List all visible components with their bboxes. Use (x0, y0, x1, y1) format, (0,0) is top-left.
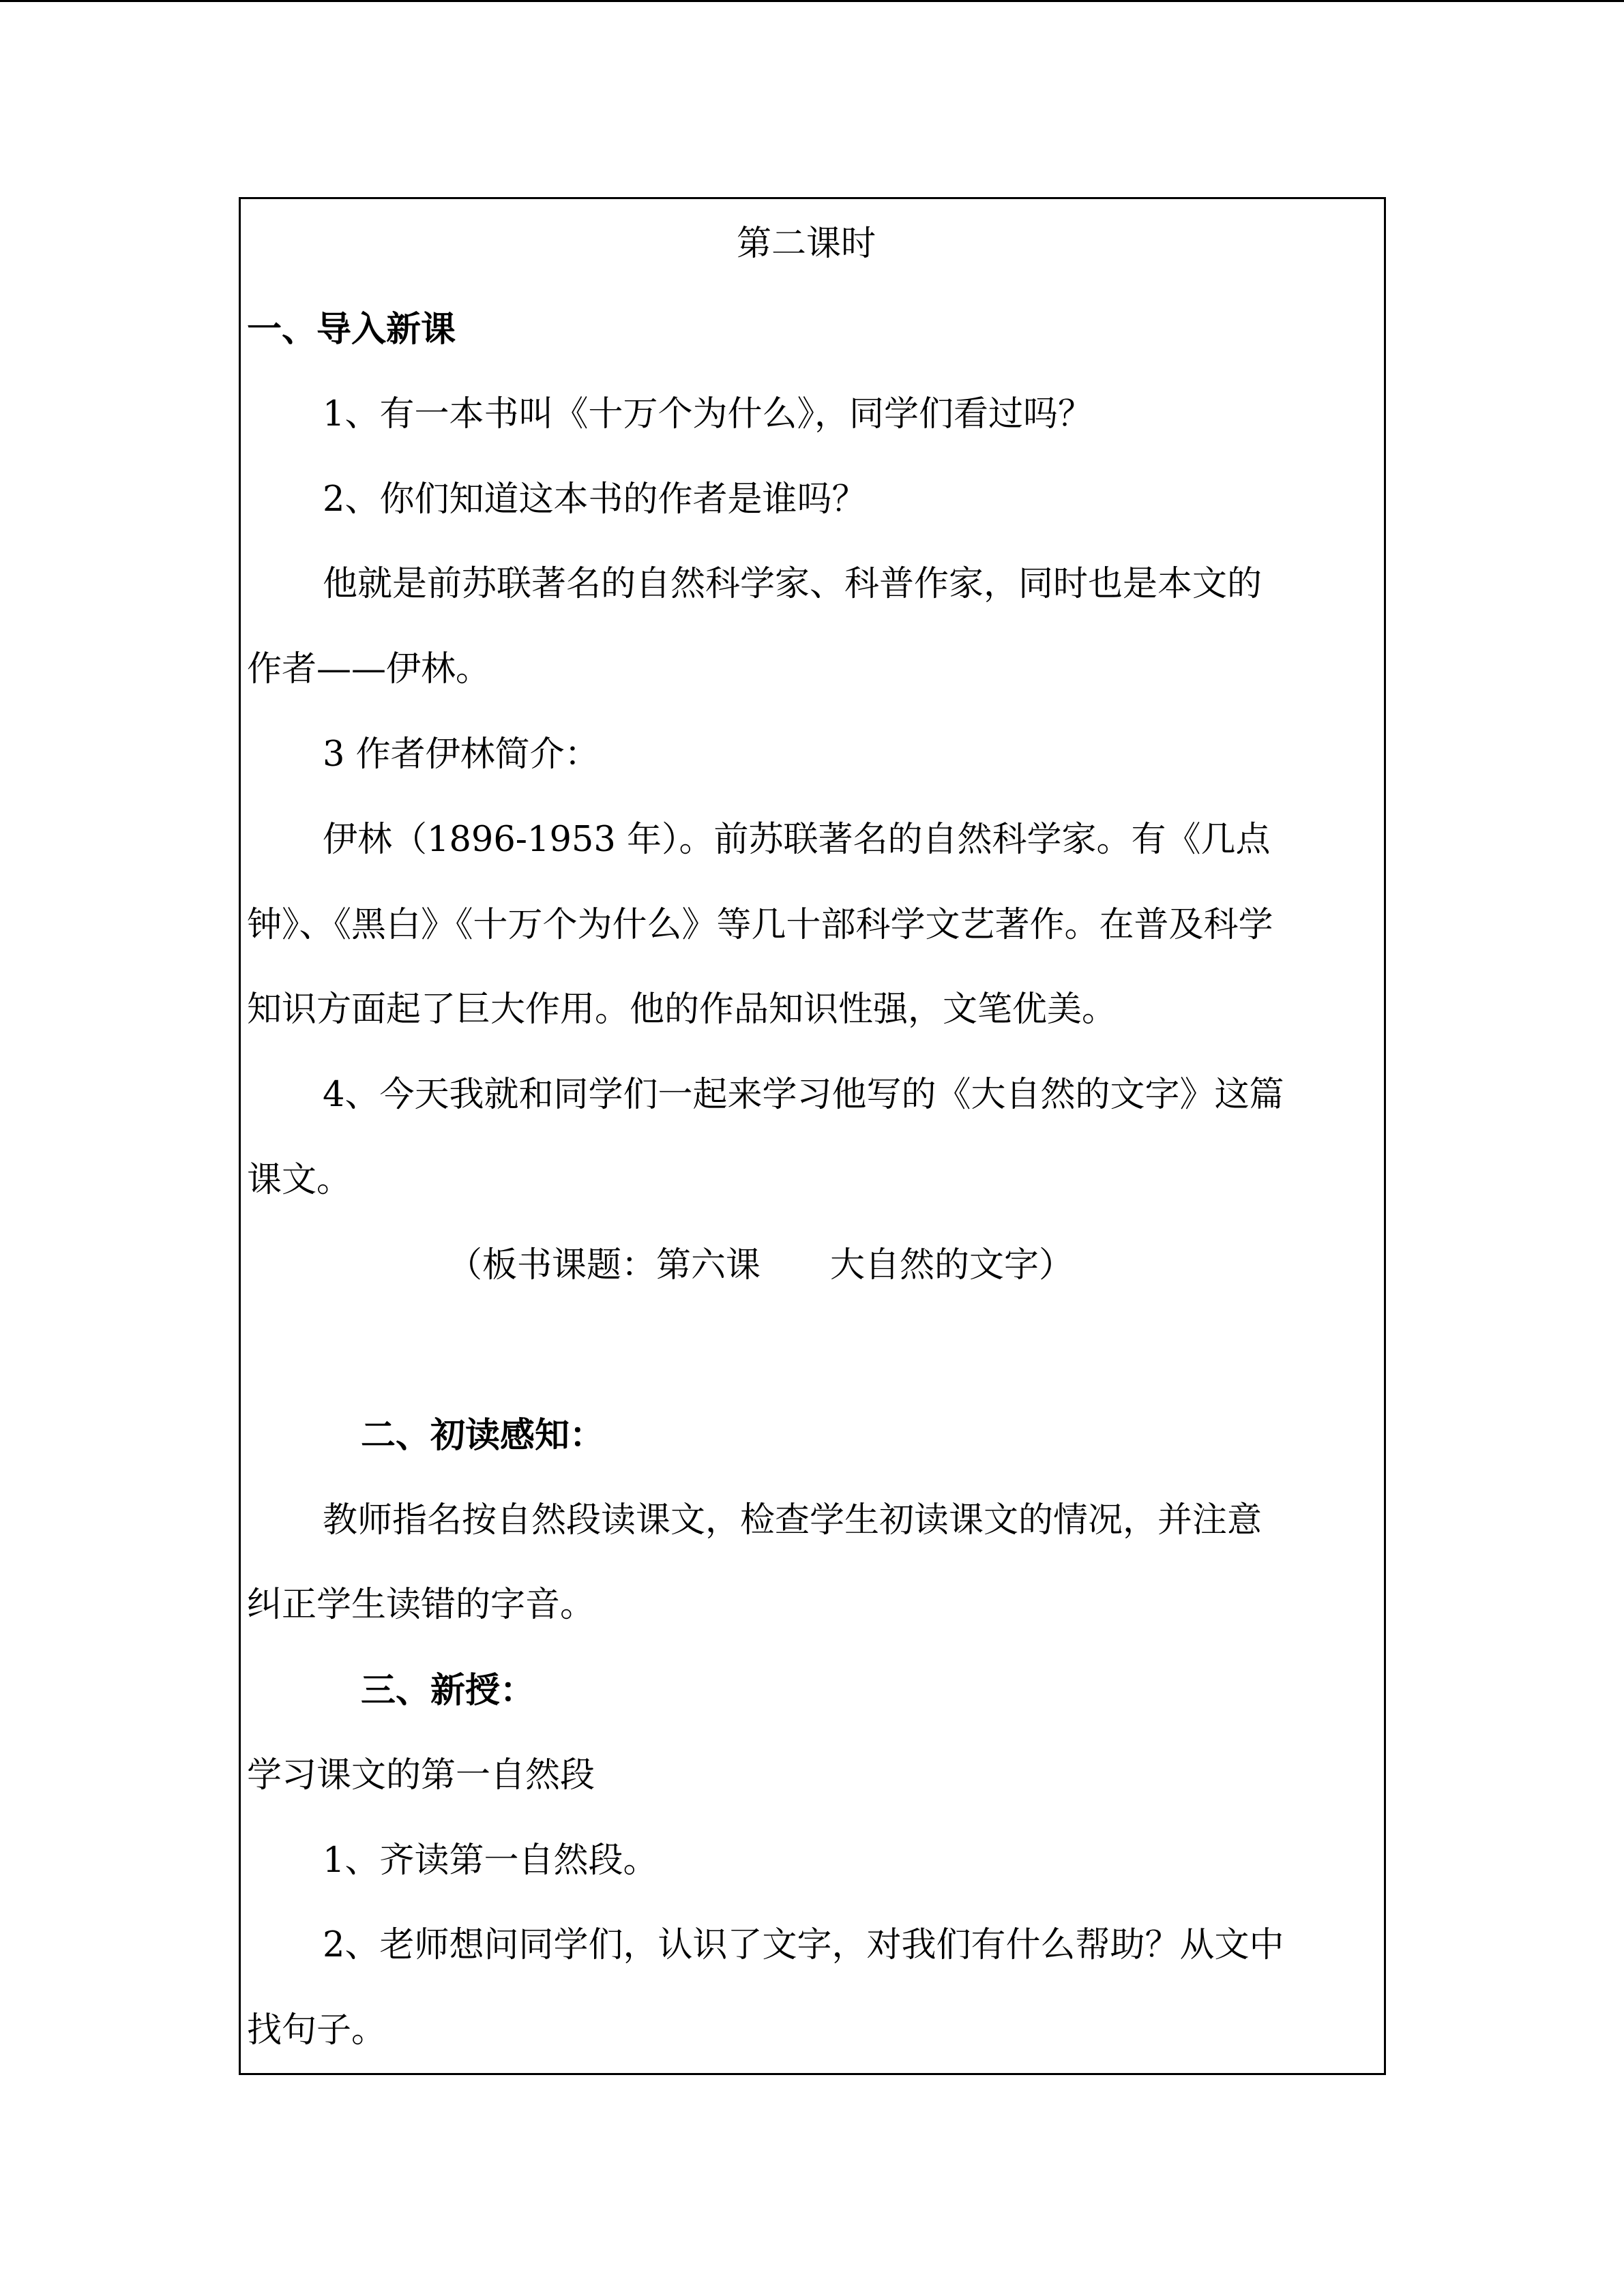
author-bio-line-2: 钟》、《黑白》《十万个为什么》等几十部科学文艺著作。在普及科学 (247, 905, 1273, 945)
author-bio-line-1: 伊林（1896-1953 年）。前苏联著名的自然科学家。有《几点 (323, 820, 1271, 860)
section-heading-new-lesson: 三、新授： (361, 1670, 535, 1711)
intro-item-3: 3 作者伊林简介： (323, 734, 600, 775)
page-top-border (0, 0, 1624, 2)
intro-item-1: 1、有一本书叫《十万个为什么》，同学们看过吗？ (323, 394, 1093, 434)
section-heading-intro: 一、导入新课 (247, 309, 456, 350)
intro-item-2: 2、你们知道这本书的作者是谁吗？ (323, 479, 867, 520)
intro-answer-line-2: 作者——伊林。 (247, 649, 491, 689)
new-lesson-subheading: 学习课文的第一自然段 (247, 1755, 595, 1795)
intro-item-4-line-1: 4、今天我就和同学们一起来学习他写的《大自然的文字》这篇 (323, 1075, 1284, 1115)
intro-answer-line-1: 他就是前苏联著名的自然科学家、科普作家，同时也是本文的 (323, 564, 1263, 604)
first-reading-line-2: 纠正学生读错的字音。 (247, 1585, 595, 1625)
new-lesson-item-2-line-1: 2、老师想问同学们，认识了文字，对我们有什么帮助？从文中 (323, 1925, 1284, 1965)
lesson-title: 第二课时 (737, 224, 876, 264)
new-lesson-item-2-line-2: 找句子。 (247, 2010, 387, 2051)
new-lesson-item-1: 1、齐读第一自然段。 (323, 1840, 658, 1881)
board-title: （板书课题：第六课 大自然的文字） (447, 1245, 1074, 1285)
intro-item-4-line-2: 课文。 (247, 1160, 352, 1200)
author-bio-line-3: 知识方面起了巨大作用。他的作品知识性强，文笔优美。 (247, 989, 1117, 1030)
section-heading-first-reading: 二、初读感知： (361, 1415, 605, 1456)
first-reading-line-1: 教师指名按自然段读课文，检查学生初读课文的情况，并注意 (323, 1500, 1263, 1540)
